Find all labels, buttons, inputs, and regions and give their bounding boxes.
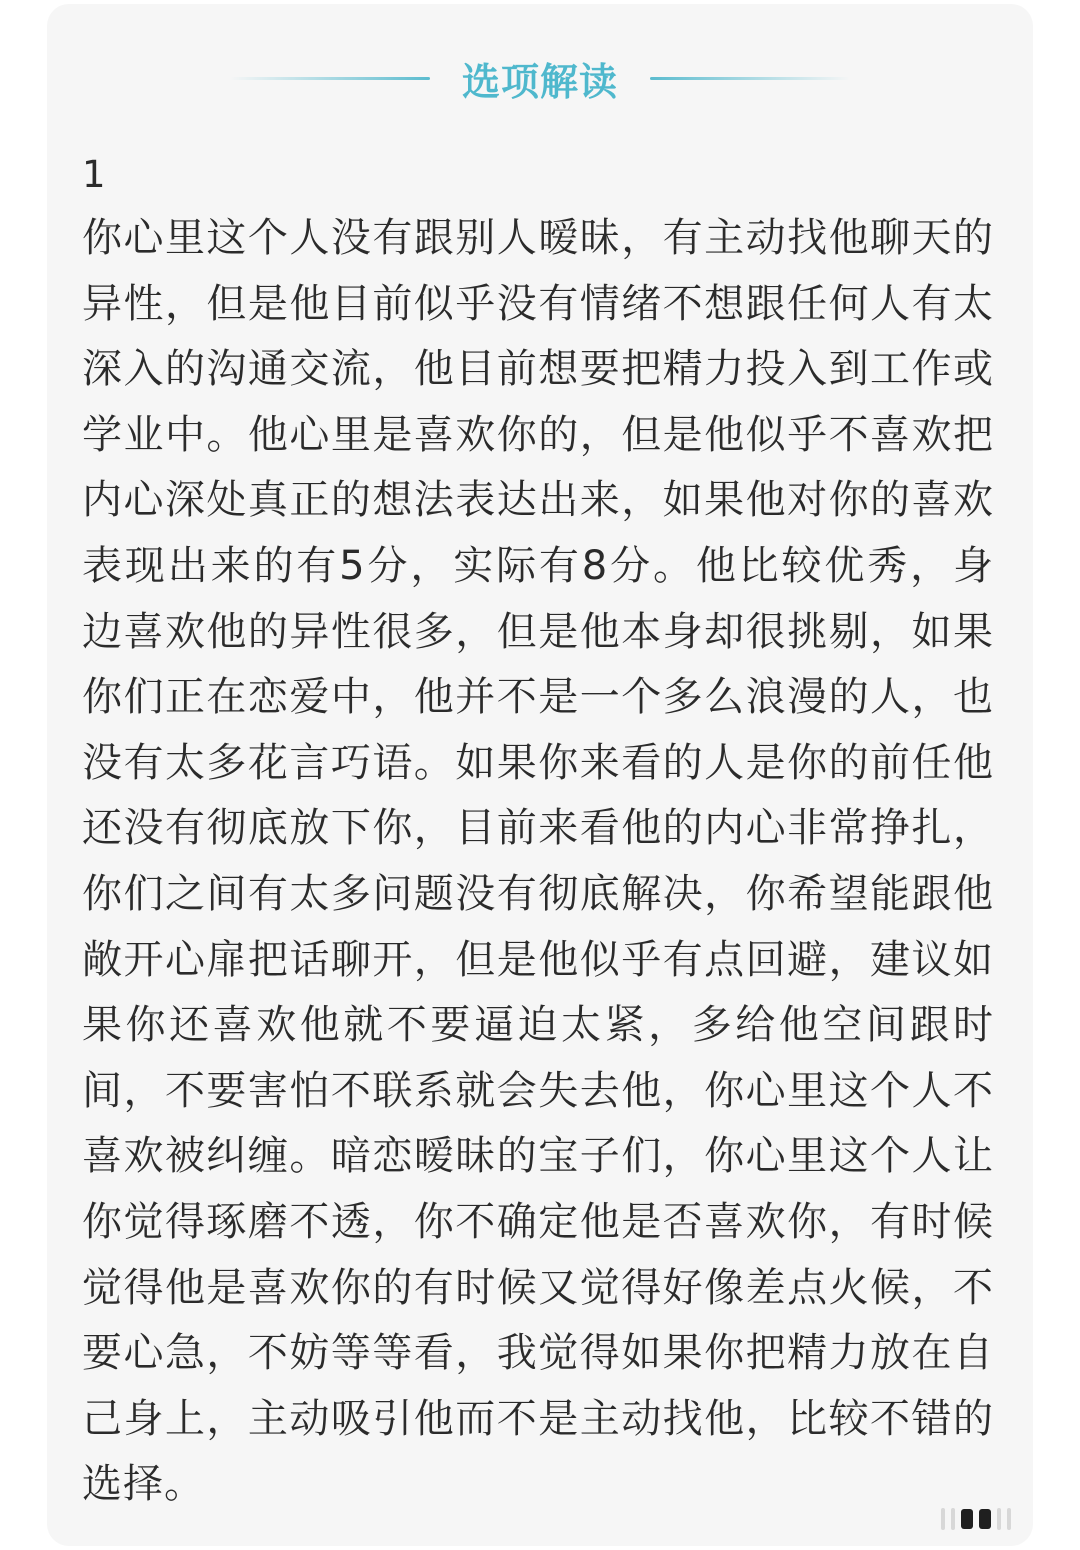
watermark-mark [979, 1509, 991, 1529]
watermark-bar [941, 1508, 945, 1530]
section-header [47, 48, 1033, 108]
header-divider-right [650, 77, 850, 80]
header-divider-left [230, 77, 430, 80]
watermark-logo [871, 1506, 1011, 1532]
section-title: 选项解读 [461, 59, 618, 104]
watermark-bar [997, 1508, 1001, 1530]
watermark-bar [1007, 1508, 1011, 1530]
watermark-mark [961, 1509, 973, 1529]
option-interpretation-text: 你心里这个人没有跟别人暧昧，有主动找他聊天的异性，但是他目前似乎没有情绪不想跟任何人有太深入的沟通交流，他目前想要把精力投入到工作或学业中。他心里是喜欢你的，但是他似乎不喜欢把内心深处真正的想法表达出来，如果他对你的喜欢表现出来的有5分，实际有8分。他比较优秀，身边喜欢他的异性很多，但是他本身却很挑剔，如果你们正在恋爱中，他并不是一个多么浪漫的人，也没有太多花言巧语。如果你来看的人是你的前任他还没有彻底放下你，目前来看他的内心非常挣扎，你们之间有太多问题没有彻底解决，你希望能跟他敞开心扉把话聊开，但是他似乎有点回避，建议如果你还喜欢他就不要逼迫太紧，多给他空间跟时间，不要害怕不联系就会失去他，你心里这个人不喜欢被纠缠。暗恋暧昧的宝子们，你心里这个人让你觉得琢磨不透，你不确定他是否喜欢你，有时候觉得他是喜欢你的有时候又觉得好像差点火候，不要心急，不妨等等看，我觉得如果你把精力放在自己身上，主动吸引他而不是主动找他，比较不错的选择。 [82, 215, 994, 1508]
watermark-bar [951, 1508, 955, 1530]
content-card [47, 4, 1033, 1546]
option-number: 1 [82, 153, 106, 196]
